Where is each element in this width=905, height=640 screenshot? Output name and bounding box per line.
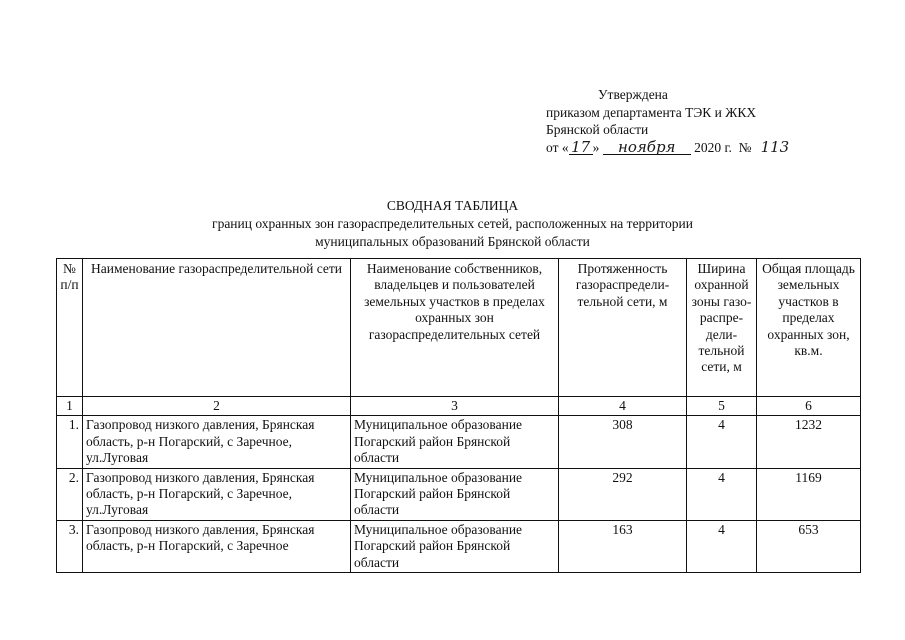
header-owners: Наименование собственников, владельцев и пользователей земельных участков в пределах охранных зон газораспределительных сетей [351, 259, 559, 397]
table-row [57, 416, 861, 468]
area-cell: 1169 [757, 468, 861, 520]
network-name-cell: Газопровод низкого давления, Брянская область, р-н Погарский, с Заречное [83, 520, 351, 572]
document-subtitle-line2: муниципальных образований Брянской области [315, 234, 590, 249]
number-sign: № [738, 139, 752, 155]
handwritten-month: ноября [603, 140, 691, 155]
length-cell: 308 [559, 416, 687, 468]
approval-block [546, 86, 795, 156]
width-cell: 4 [687, 416, 757, 468]
date-prefix: от « [546, 139, 569, 155]
area-cell: 653 [757, 520, 861, 572]
area-cell: 1232 [757, 416, 861, 468]
owner-cell: Муниципальное образование Погарский район Брянской области [351, 416, 559, 468]
column-number: 3 [351, 397, 559, 416]
header-zone-width: Ширина охранной зоны газо-распре-дели-тельной сети, м [687, 259, 757, 397]
document-heading: СВОДНАЯ ТАБЛИЦА [386, 198, 519, 213]
handwritten-day: 17 [569, 140, 593, 155]
approval-region-line: Брянской области [546, 122, 649, 137]
network-name-cell: Газопровод низкого давления, Брянская область, р-н Погарский, с Заречное, ул.Луговая [83, 416, 351, 468]
header-network-name: Наименование газораспределительной сети [83, 259, 351, 397]
row-number: 3. [57, 520, 83, 572]
row-number: 2. [57, 468, 83, 520]
length-cell: 292 [559, 468, 687, 520]
column-number-row [57, 397, 861, 416]
approval-title: Утверждена [598, 87, 668, 102]
table-header-row [57, 259, 861, 397]
network-name-cell: Газопровод низкого давления, Брянская область, р-н Погарский, с Заречное, ул.Луговая [83, 468, 351, 520]
document-subtitle-line1: границ охранных зон газораспределительных сетей, расположенных на территории [212, 216, 693, 231]
date-day-close: » [592, 139, 600, 155]
row-number: 1. [57, 416, 83, 468]
column-number: 2 [83, 397, 351, 416]
table-row [57, 468, 861, 520]
column-number: 6 [757, 397, 861, 416]
length-cell: 163 [559, 520, 687, 572]
header-total-area: Общая площадь земельных участков в пределах охранных зон, кв.м. [757, 259, 861, 397]
table-row [57, 520, 861, 572]
owner-cell: Муниципальное образование Погарский район Брянской области [351, 520, 559, 572]
width-cell: 4 [687, 520, 757, 572]
date-year: 2020 г. [694, 139, 732, 155]
summary-table [56, 258, 861, 573]
owner-cell: Муниципальное образование Погарский район Брянской области [351, 468, 559, 520]
approval-order-line: приказом департамента ТЭК и ЖКХ [546, 104, 757, 120]
column-number: 5 [687, 397, 757, 416]
handwritten-number: 113 [760, 137, 790, 156]
column-number: 1 [57, 397, 83, 416]
header-number: № п/п [57, 259, 83, 397]
approval-date-line [546, 139, 795, 157]
header-length: Протяженность газораспредели-тельной сети, м [559, 259, 687, 397]
width-cell: 4 [687, 468, 757, 520]
column-number: 4 [559, 397, 687, 416]
